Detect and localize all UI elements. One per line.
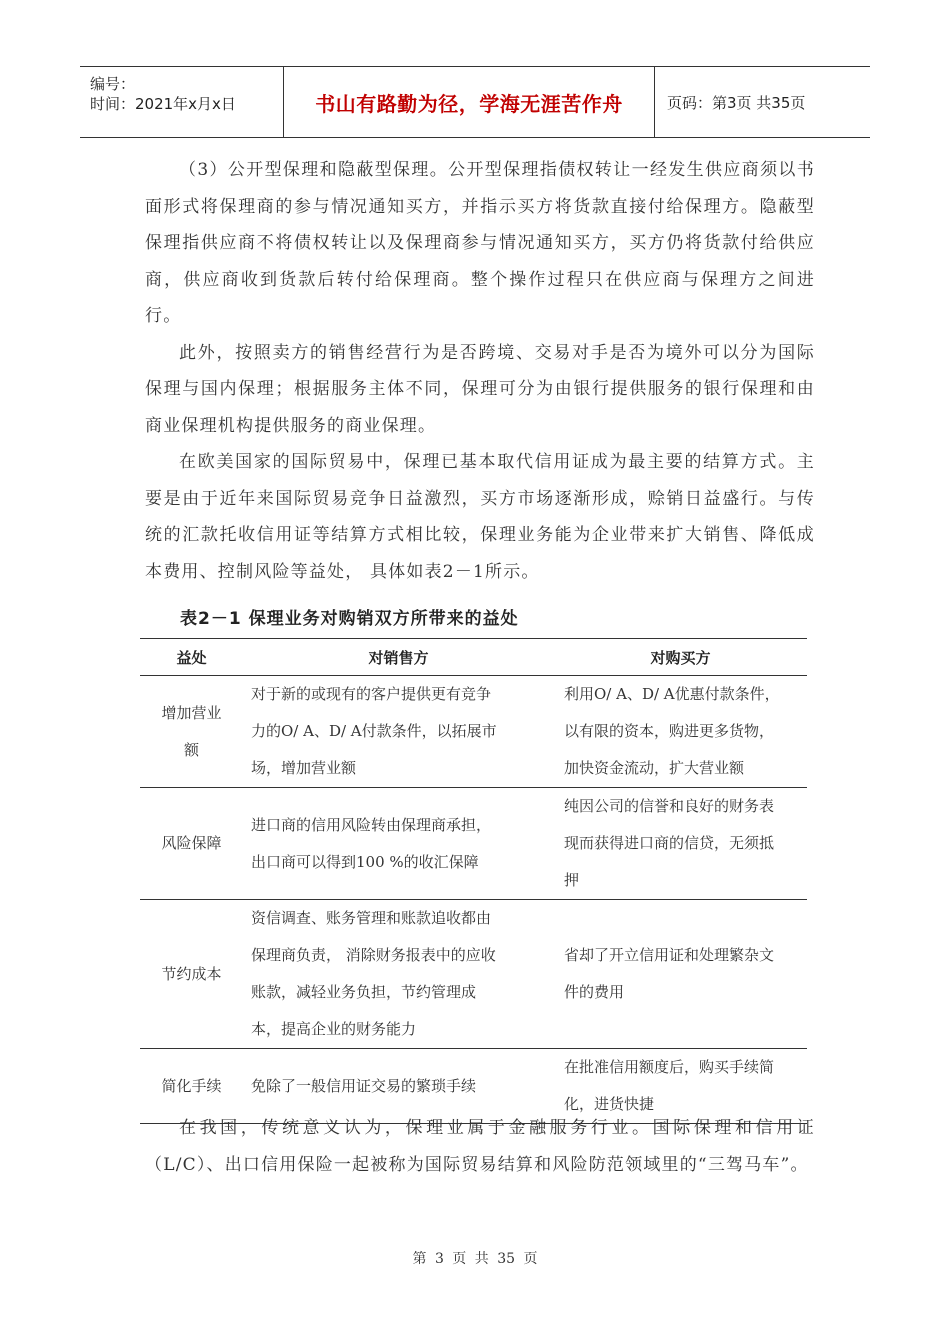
cell-line: 节约成本 [161, 964, 222, 983]
cell-line: 场，增加营业额 [251, 759, 357, 777]
paragraph-international-trade: 在欧美国家的国际贸易中，保理已基本取代信用证成为最主要的结算方式。主要是由于近年来国际贸易竞争日益激烈，买方市场逐渐形成，赊销日益盛行。与传统的汇款托收信用证等结算方式相比较，保理业务能为企业带来扩大销售、降低成本费用、控制风险等益处， 具体如表2－1所示。 [145, 452, 815, 582]
header-benefit: 益处 [140, 639, 243, 676]
cell-line: 增加营业 [161, 703, 222, 722]
buyer-cell [554, 676, 807, 788]
benefit-cell [140, 900, 243, 1049]
cell-line: 免除了一般信用证交易的繁琐手续 [251, 1076, 477, 1095]
paragraph-disclosed-factoring: （3）公开型保理和隐蔽型保理。公开型保理指债权转让一经发生供应商须以书面形式将保理商的参与情况通知买方，并指示买方将货款直接付给保理方。隐蔽型保理指供应商不将债权转让以及保理商参与情况通知买方，买方仍将货款付给供应商，供应商收到货款后转付给保理商。整个操作过程只在供应商与保理方之间进行。 [145, 160, 815, 326]
document-number-label: 编号： [90, 75, 136, 93]
cell-line: 额 [183, 740, 199, 759]
cell-line: 对于新的或现有的客户提供更有竞争 [251, 685, 492, 703]
cell-line: 省却了开立信用证和处理繁杂文 [564, 946, 775, 964]
cell-line: 在批准信用额度后，购买手续简 [564, 1058, 775, 1076]
page-footer: 第 3 页 共 35 页 [412, 1251, 538, 1267]
cell-line: 风险保障 [161, 834, 222, 852]
cell-line: 件的费用 [564, 983, 625, 1001]
seller-cell [243, 788, 554, 900]
header-meta-cell [80, 67, 284, 137]
document-date-label: 时间：2021年x月x日 [90, 95, 236, 113]
benefits-table [140, 638, 807, 1124]
page-header [80, 66, 870, 138]
table-row [140, 900, 807, 1049]
seller-cell [243, 900, 554, 1049]
header-motto: 书山有路勤为径，学海无涯苦作舟 [315, 91, 623, 116]
cell-line: 保理商负责， 消除财务报表中的应收 [251, 946, 496, 964]
benefit-cell [140, 788, 243, 900]
cell-line: 现而获得进口商的信贷，无须抵 [564, 834, 775, 852]
header-buyer: 对购买方 [554, 639, 807, 676]
table-caption: 表2－1 保理业务对购销双方所带来的益处 [180, 609, 519, 629]
paragraph-three-carriages: 在我国，传统意义认为，保理业属于金融服务行业。国际保理和信用证（L/C）、出口信用保险一起被称为国际贸易结算和风险防范领域里的“三驾马车”。 [145, 1118, 815, 1175]
table-row [140, 676, 807, 788]
cell-line: 力的O/ A、D/ A付款条件，以拓展市 [251, 722, 497, 740]
cell-line: 以有限的资本，购进更多货物， [564, 722, 775, 740]
cell-line: 押 [564, 871, 580, 889]
cell-line: 进口商的信用风险转由保理商承担， [251, 815, 492, 834]
header-page-cell [655, 67, 870, 137]
seller-cell [243, 676, 554, 788]
cell-line: 出口商可以得到100 %的收汇保障 [251, 852, 479, 871]
header-seller: 对销售方 [243, 639, 554, 676]
header-page-code: 页码：第3页 共35页 [667, 93, 806, 112]
table-row [140, 788, 807, 900]
body-text-top [145, 152, 815, 590]
table-header-row [140, 639, 807, 676]
cell-line: 简化手续 [161, 1076, 222, 1095]
cell-line: 纯因公司的信誉和良好的财务表 [564, 797, 775, 815]
paragraph-factoring-types: 此外，按照卖方的销售经营行为是否跨境、交易对手是否为境外可以分为国际保理与国内保理；根据服务主体不同，保理可分为由银行提供服务的银行保理和由商业保理机构提供服务的商业保理。 [145, 342, 815, 436]
benefit-cell [140, 676, 243, 788]
cell-line: 利用O/ A、D/ A优惠付款条件， [564, 685, 780, 703]
cell-line: 本，提高企业的财务能力 [251, 1020, 417, 1038]
cell-line: 化，进货快捷 [564, 1095, 655, 1113]
body-text-bottom [145, 1110, 815, 1183]
header-motto-cell [284, 67, 655, 137]
buyer-cell [554, 900, 807, 1049]
cell-line: 账款，减轻业务负担，节约管理成 [251, 983, 477, 1001]
cell-line: 资信调查、账务管理和账款追收都由 [251, 909, 492, 927]
buyer-cell [554, 788, 807, 900]
cell-line: 加快资金流动，扩大营业额 [564, 759, 745, 777]
